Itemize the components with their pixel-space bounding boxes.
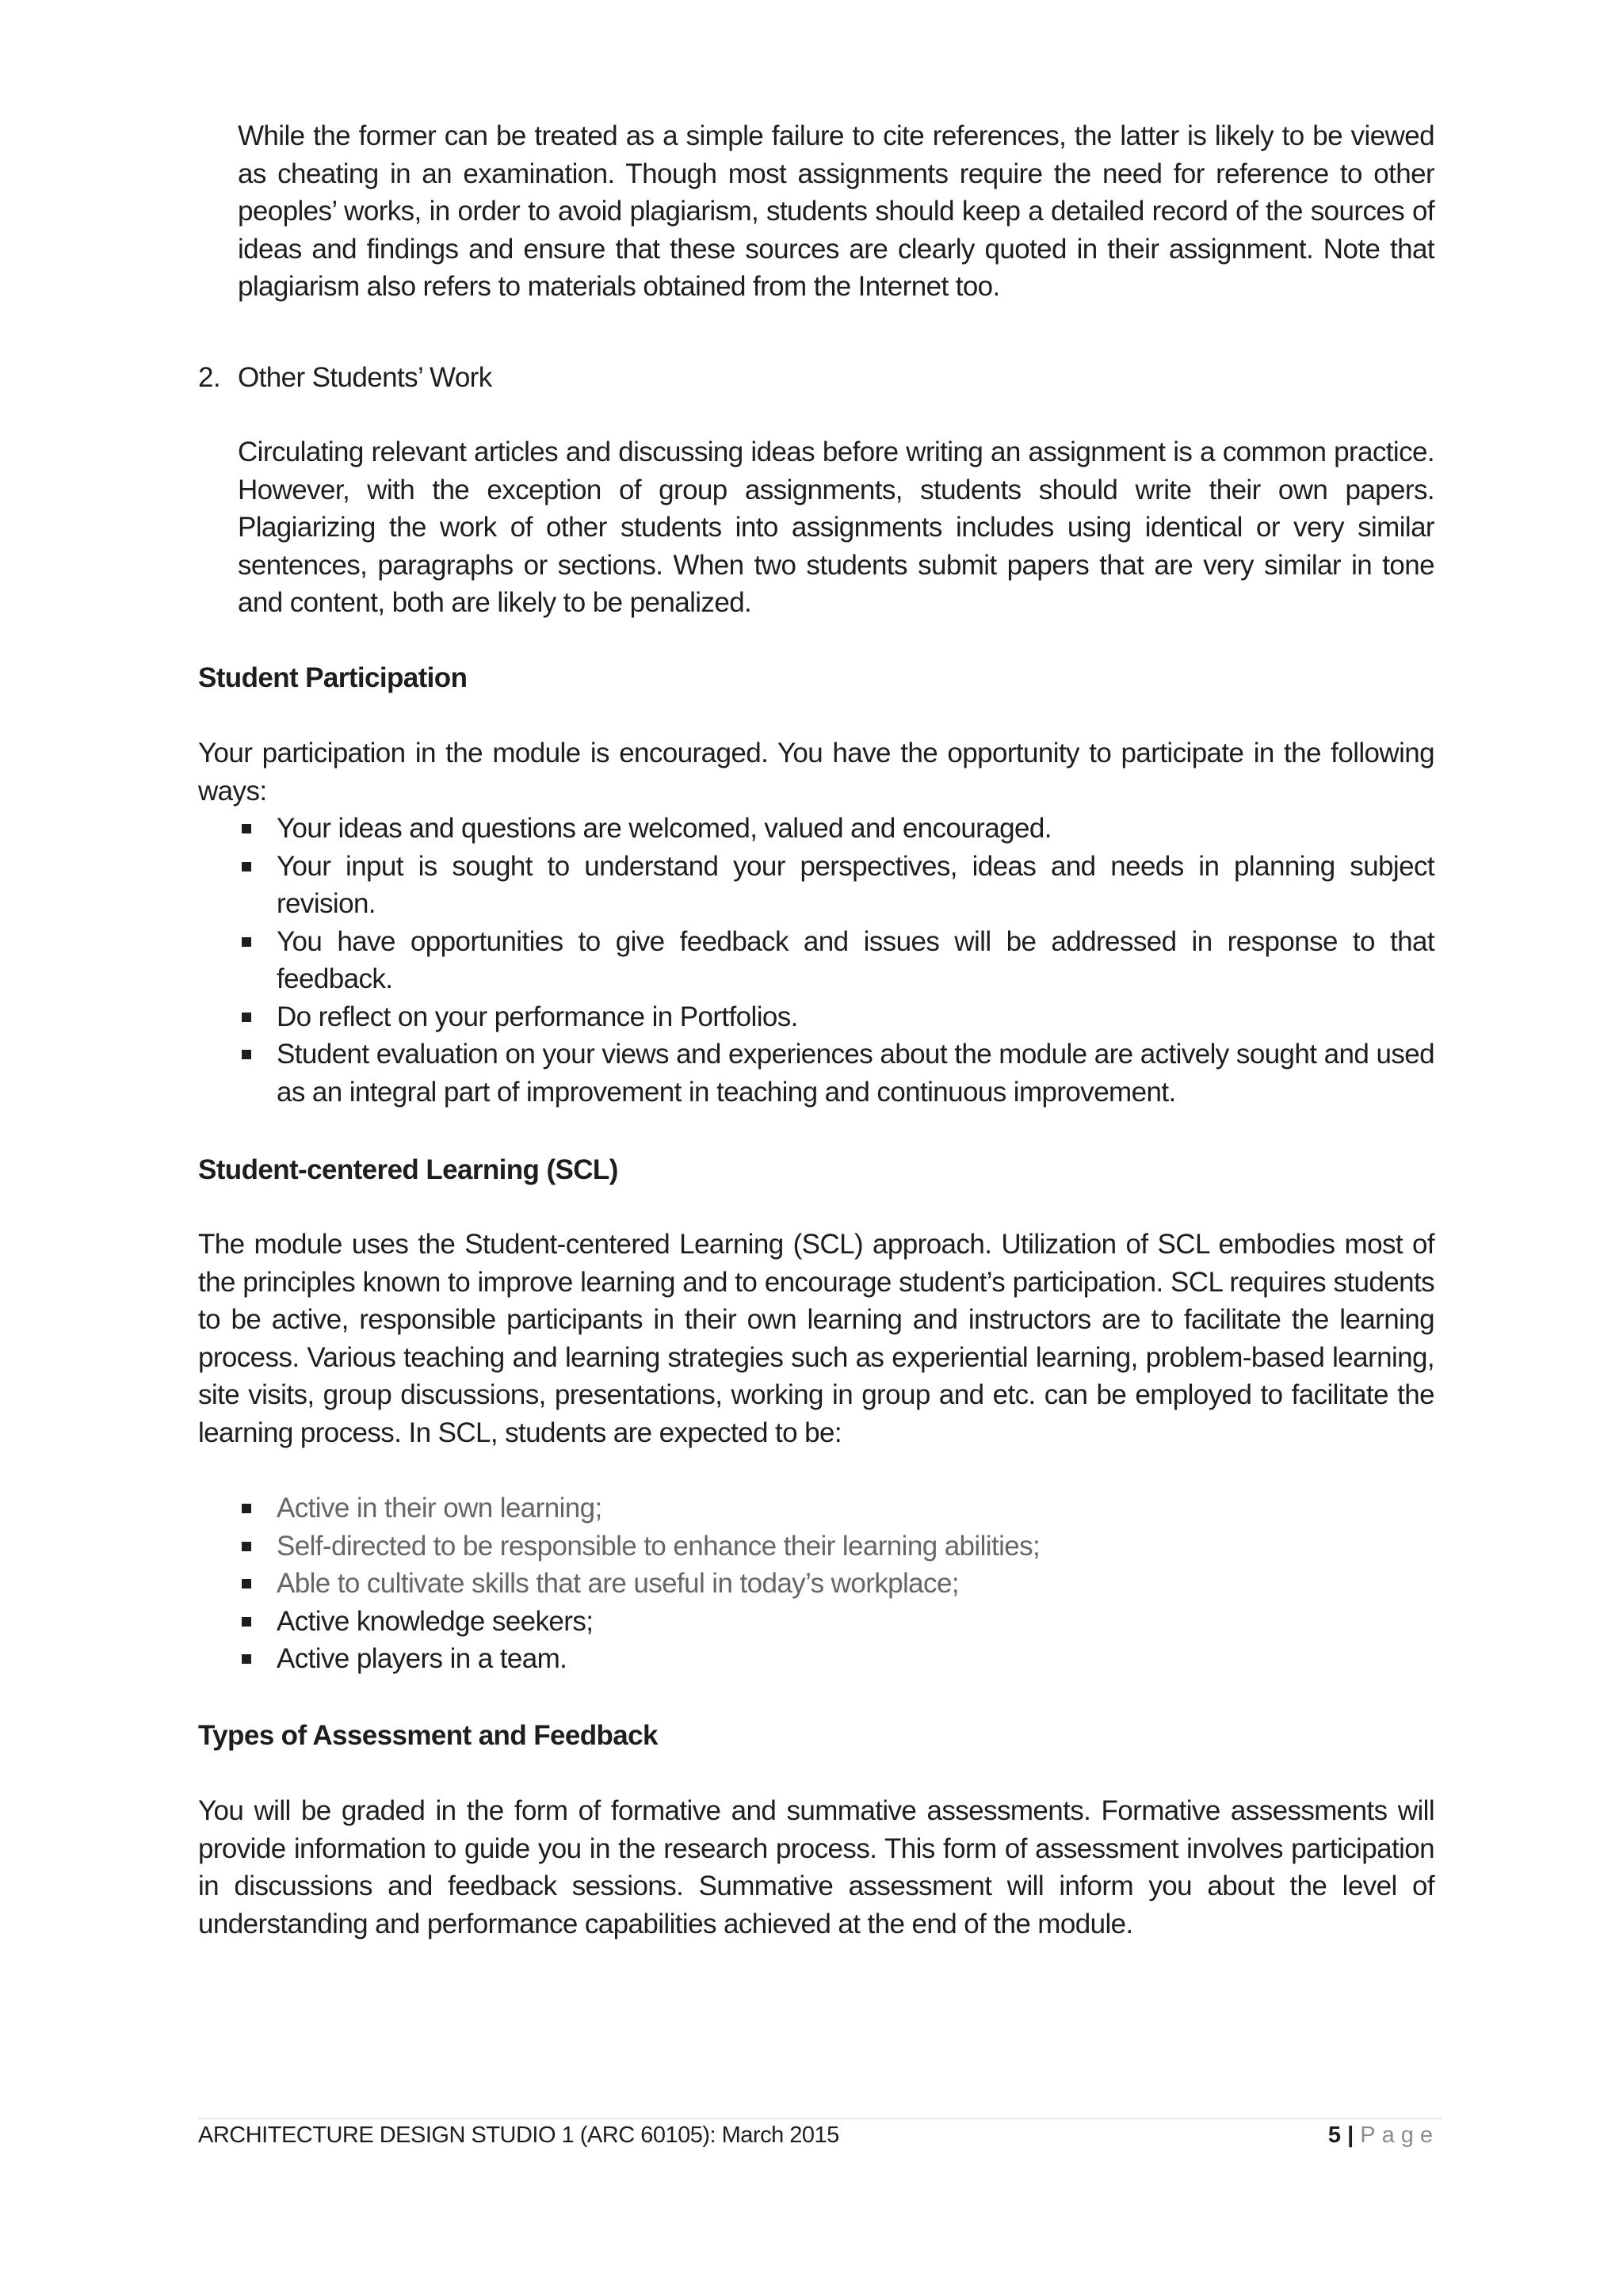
footer-page-indicator xyxy=(1328,2118,1439,2153)
square-bullet-icon xyxy=(242,937,251,947)
heading-student-centered-learning: Student-centered Learning (SCL) xyxy=(198,1154,618,1185)
numbered-item-other-students-work xyxy=(198,359,492,397)
square-bullet-icon xyxy=(242,1654,251,1664)
square-bullet-icon xyxy=(242,1504,251,1513)
square-bullet-icon xyxy=(242,1050,251,1059)
list-item xyxy=(198,1489,1434,1527)
list-item-text: Your ideas and questions are welcomed, valued and encouraged. xyxy=(277,813,1052,844)
paragraph-participation-intro: Your participation in the module is encouraged. You have the opportunity to participate in the following ways: xyxy=(198,738,1434,807)
item-number: 2. xyxy=(198,362,220,393)
paragraph-other-students-work: Circulating relevant articles and discussing ideas before writing an assignment is a common practice. However, with the exception of group assignments, students should write their own papers. Plagiarizing the work of other students into assignments includes using identical or very similar sentences, paragraphs or sections. When two students submit papers that are very similar in tone and content, both are likely to be penalized. xyxy=(238,437,1434,618)
square-bullet-icon xyxy=(242,1013,251,1022)
page-number: 5 xyxy=(1327,2122,1342,2148)
list-item-text: Able to cultivate skills that are useful in today’s workplace; xyxy=(277,1568,959,1599)
paragraph-scl-body: The module uses the Student-centered Learning (SCL) approach. Utilization of SCL embodies most of the principles known to improve learning and to encourage student’s participation. SCL requires students to be active, responsible participants in their own learning and instructors are to facilitate the learning process. Various teaching and learning strategies such as experiential learning, problem-based learning, site visits, group discussions, presentations, working in group and etc. can be employed to facilitate the learning process. In SCL, students are expected to be: xyxy=(198,1229,1434,1448)
list-item xyxy=(198,1603,1434,1641)
square-bullet-icon xyxy=(242,1542,251,1551)
page-label: Page xyxy=(1360,2122,1439,2148)
participation-bullet-list xyxy=(198,810,1434,1111)
square-bullet-icon xyxy=(242,1617,251,1627)
list-item xyxy=(198,1640,1434,1678)
page-separator: | xyxy=(1347,2122,1354,2148)
scl-bullet-list xyxy=(198,1489,1434,1678)
square-bullet-icon xyxy=(242,862,251,871)
list-item xyxy=(198,998,1434,1036)
heading-student-participation: Student Participation xyxy=(198,662,468,693)
square-bullet-icon xyxy=(242,1579,251,1589)
list-item-text: Active knowledge seekers; xyxy=(277,1605,594,1637)
item-title: Other Students’ Work xyxy=(238,362,492,393)
paragraph-assessment-body: You will be graded in the form of formative and summative assessments. Formative assessments will provide information to guide you in the research process. This form of assessment involves participation in discussions and feedback sessions. Summative assessment will inform you about the level of understanding and performance capabilities achieved at the end of the module. xyxy=(198,1795,1434,1939)
heading-assessment-feedback: Types of Assessment and Feedback xyxy=(198,1720,658,1751)
list-item-text: Do reflect on your performance in Portfolios. xyxy=(277,1001,798,1032)
list-item xyxy=(198,1527,1434,1566)
list-item-text: Active players in a team. xyxy=(277,1643,567,1674)
list-item-text: Self-directed to be responsible to enhance their learning abilities; xyxy=(277,1530,1041,1562)
footer-course-title: ARCHITECTURE DESIGN STUDIO 1 (ARC 60105): March 2015 xyxy=(198,2122,839,2148)
list-item xyxy=(198,848,1434,923)
list-item xyxy=(198,810,1434,848)
list-item xyxy=(198,1565,1434,1603)
list-item-text: You have opportunities to give feedback and issues will be addressed in response to that feedback. xyxy=(277,925,1434,994)
square-bullet-icon xyxy=(242,824,251,833)
paragraph-plagiarism-cheating: While the former can be treated as a simple failure to cite references, the latter is likely to be viewed as cheating in an examination. Though most assignments require the need for reference to other peoples’ works, in order to avoid plagiarism, students should keep a detailed record of the sources of ideas and findings and ensure that these sources are clearly quoted in their assignment. Note that plagiarism also refers to materials obtained from the Internet too. xyxy=(238,120,1434,302)
list-item xyxy=(198,1035,1434,1111)
list-item-text: Student evaluation on your views and experiences about the module are actively sought and used as an integral part of improvement in teaching and continuous improvement. xyxy=(277,1039,1434,1108)
list-item-text: Your input is sought to understand your perspectives, ideas and needs in planning subject revision. xyxy=(277,850,1434,919)
list-item-text: Active in their own learning; xyxy=(277,1493,602,1524)
list-item xyxy=(198,923,1434,998)
